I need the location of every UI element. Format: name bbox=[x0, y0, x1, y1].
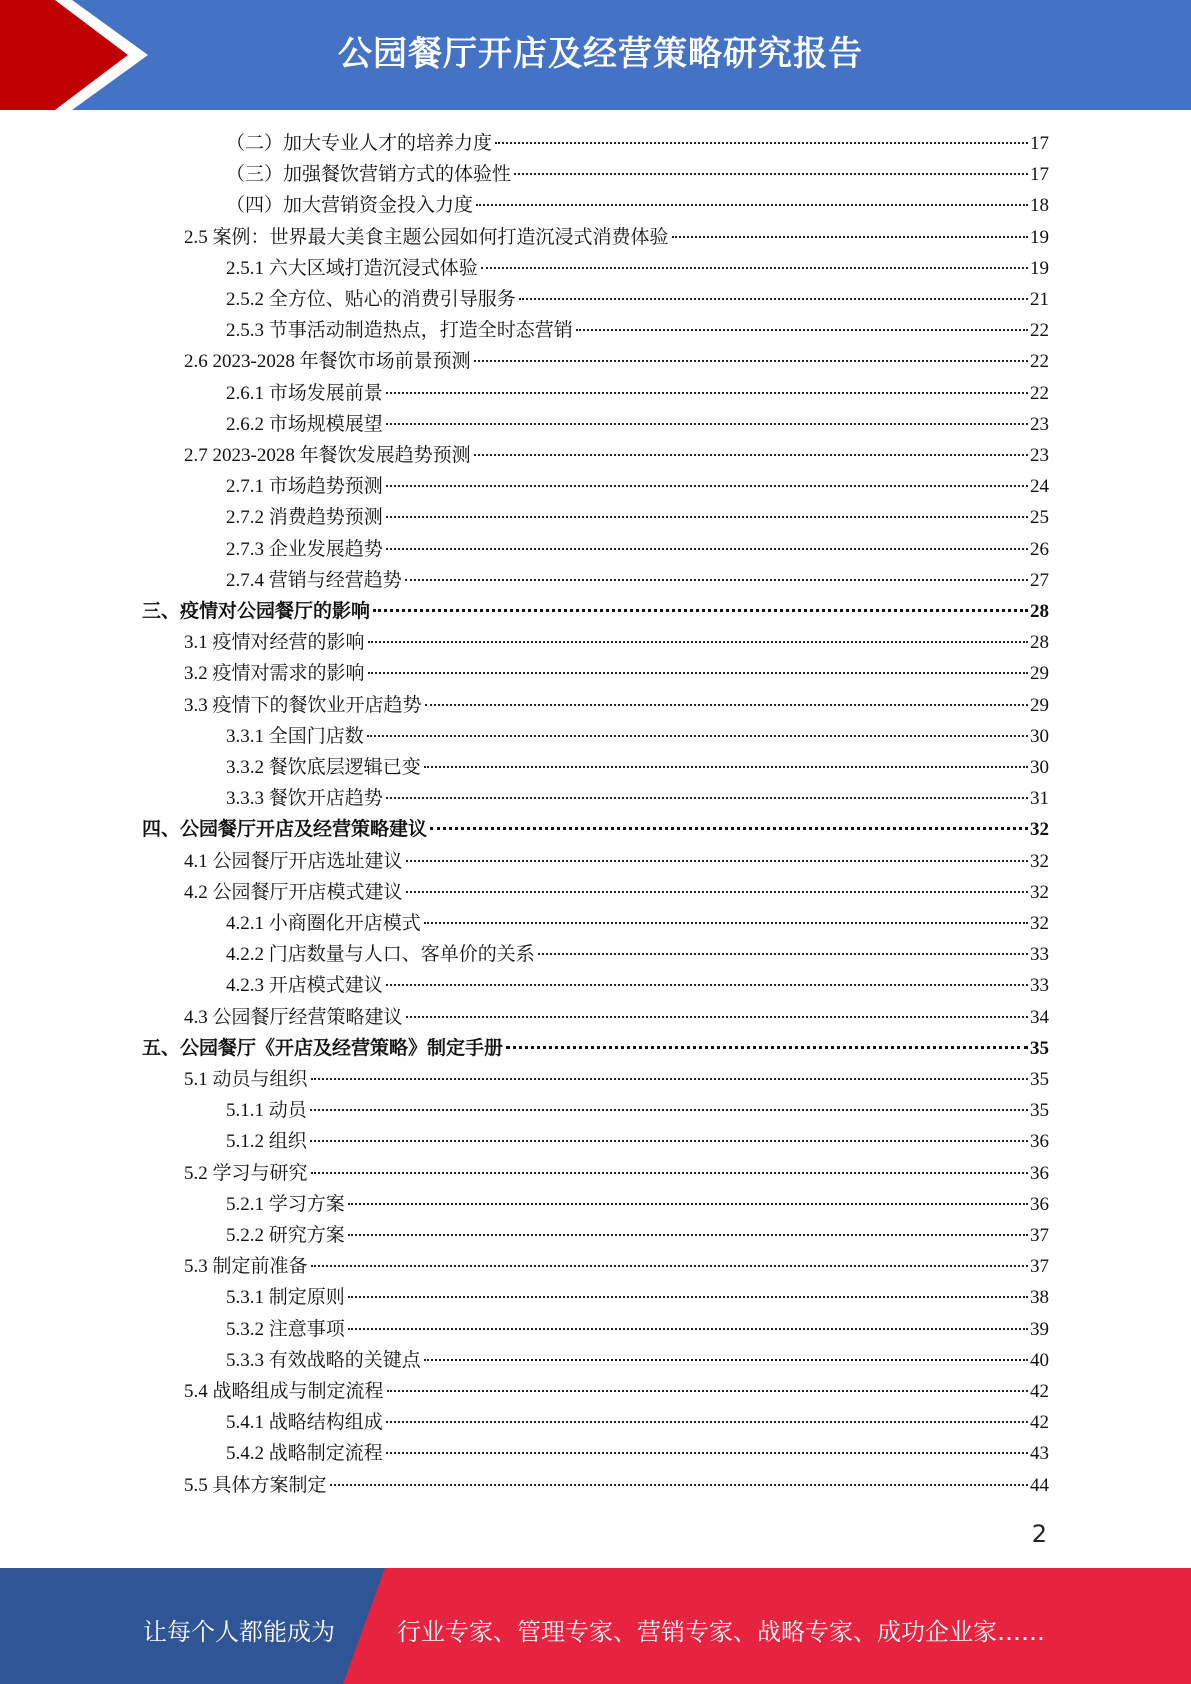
toc-dot-leader bbox=[576, 329, 1028, 331]
toc-dot-leader bbox=[367, 735, 1028, 737]
toc-entry-page: 23 bbox=[1030, 413, 1049, 435]
toc-entry-label: （四）加大营销资金投入力度 bbox=[226, 195, 474, 217]
toc-dot-leader bbox=[538, 953, 1028, 955]
toc-dot-leader bbox=[348, 1203, 1028, 1205]
toc-entry-label: 2.7.2 消费趋势预测 bbox=[226, 507, 383, 529]
toc-entry-label: 4.1 公园餐厅开店选址建议 bbox=[184, 850, 403, 872]
toc-entry-page: 42 bbox=[1030, 1412, 1049, 1434]
toc-entry-page: 26 bbox=[1030, 538, 1049, 560]
toc-entry-label: 2.6 2023-2028 年餐饮市场前景预测 bbox=[184, 351, 471, 373]
toc-dot-leader bbox=[406, 860, 1028, 862]
toc-dot-leader bbox=[386, 548, 1028, 550]
toc-dot-leader bbox=[348, 1296, 1028, 1298]
toc-entry-label: 2.5.2 全方位、贴心的消费引导服务 bbox=[226, 289, 516, 310]
toc-entry-label: 5.4 战略组成与制定流程 bbox=[184, 1381, 384, 1402]
toc-entry-page: 30 bbox=[1030, 725, 1049, 747]
toc-entry-page: 32 bbox=[1030, 913, 1049, 934]
toc-entry[interactable] bbox=[184, 846, 1049, 877]
toc-entry-page: 36 bbox=[1030, 1131, 1049, 1153]
toc-entry-page: 35 bbox=[1030, 1100, 1049, 1122]
toc-entry-label: 2.5.3 节事活动制造热点，打造全时态营销 bbox=[226, 320, 573, 342]
toc-entry-page: 23 bbox=[1030, 445, 1049, 466]
toc-entry[interactable] bbox=[184, 1376, 1049, 1407]
toc-dot-leader bbox=[474, 454, 1028, 456]
toc-entry-label: 三、疫情对公园餐厅的影响 bbox=[142, 601, 371, 622]
toc-dot-leader bbox=[672, 236, 1028, 238]
toc-entry[interactable] bbox=[184, 1251, 1049, 1282]
toc-dot-leader bbox=[386, 1421, 1028, 1423]
toc-dot-leader bbox=[386, 392, 1028, 394]
toc-entry-page: 32 bbox=[1030, 881, 1049, 903]
toc-dot-leader bbox=[424, 766, 1028, 768]
toc-entry-label: 2.5.1 六大区域打造沉浸式体验 bbox=[226, 257, 478, 279]
toc-dot-leader bbox=[368, 672, 1028, 674]
toc-entry[interactable] bbox=[226, 939, 1049, 970]
toc-entry-page: 27 bbox=[1030, 569, 1049, 591]
toc-entry-page: 37 bbox=[1030, 1256, 1049, 1278]
toc-dot-leader bbox=[424, 1359, 1028, 1361]
toc-dot-leader bbox=[406, 1016, 1028, 1018]
toc-dot-leader bbox=[386, 423, 1028, 425]
toc-entry[interactable] bbox=[226, 1345, 1049, 1376]
toc-entry[interactable] bbox=[184, 1064, 1049, 1095]
toc-dot-leader bbox=[310, 1109, 1028, 1111]
toc-entry-label: 4.2.2 门店数量与人口、客单价的关系 bbox=[226, 944, 535, 966]
toc-dot-leader bbox=[311, 1172, 1028, 1174]
toc-dot-leader bbox=[474, 360, 1028, 362]
toc-entry-label: 5.2.1 学习方案 bbox=[226, 1193, 345, 1215]
toc-dot-leader bbox=[348, 1234, 1028, 1236]
toc-entry-page: 30 bbox=[1030, 757, 1049, 778]
toc-entry-label: 2.7.1 市场趋势预测 bbox=[226, 476, 383, 498]
toc-dot-leader bbox=[330, 1484, 1028, 1486]
toc-entry[interactable] bbox=[226, 970, 1049, 1001]
toc-entry-label: 3.1 疫情对经营的影响 bbox=[184, 632, 365, 654]
toc-entry-label: 5.5 具体方案制定 bbox=[184, 1474, 327, 1496]
toc-dot-leader bbox=[373, 609, 1028, 612]
toc-entry[interactable] bbox=[226, 752, 1049, 783]
toc-entry-page: 32 bbox=[1030, 850, 1049, 872]
toc-entry-label: 3.3.1 全国门店数 bbox=[226, 725, 364, 747]
page-footer bbox=[0, 1568, 1191, 1684]
toc-entry[interactable] bbox=[226, 502, 1049, 533]
toc-dot-leader bbox=[386, 516, 1028, 518]
toc-entry-page: 34 bbox=[1030, 1006, 1049, 1028]
toc-entry-page: 19 bbox=[1030, 257, 1049, 279]
toc-entry-label: 4.2.1 小商圈化开店模式 bbox=[226, 913, 421, 934]
toc-dot-leader bbox=[495, 142, 1028, 144]
toc-entry-label: 5.4.2 战略制定流程 bbox=[226, 1443, 383, 1465]
toc-entry-label: 2.6.1 市场发展前景 bbox=[226, 382, 383, 404]
toc-entry[interactable] bbox=[226, 908, 1049, 939]
toc-entry[interactable] bbox=[184, 222, 1049, 253]
toc-entry[interactable] bbox=[184, 1002, 1049, 1033]
toc-entry-page: 29 bbox=[1030, 663, 1049, 685]
toc-entry-page: 38 bbox=[1030, 1287, 1049, 1309]
toc-entry[interactable] bbox=[226, 565, 1049, 596]
toc-dot-leader bbox=[386, 485, 1028, 487]
toc-entry-page: 40 bbox=[1030, 1349, 1049, 1371]
toc-entry-label: 5.2 学习与研究 bbox=[184, 1162, 308, 1184]
toc-dot-leader bbox=[311, 1265, 1028, 1267]
footer-slogan-right: 行业专家、管理专家、营销专家、战略专家、成功企业家…… bbox=[397, 1618, 1045, 1646]
report-title: 公园餐厅开店及经营策略研究报告 bbox=[338, 34, 863, 74]
toc-entry[interactable] bbox=[226, 721, 1049, 752]
toc-entry-label: 五、公园餐厅《开店及经营策略》制定手册 bbox=[142, 1037, 504, 1059]
toc-entry-label: 5.3.3 有效战略的关键点 bbox=[226, 1349, 421, 1371]
toc-dot-leader bbox=[481, 267, 1028, 269]
toc-entry-label: 5.1 动员与组织 bbox=[184, 1069, 308, 1090]
toc-entry-label: 4.3 公园餐厅经营策略建议 bbox=[184, 1006, 403, 1028]
toc-entry[interactable] bbox=[226, 253, 1049, 284]
toc-dot-leader bbox=[425, 704, 1028, 706]
toc-entry-page: 28 bbox=[1030, 632, 1049, 654]
toc-dot-leader bbox=[387, 1390, 1028, 1392]
toc-entry-label: 2.6.2 市场规模展望 bbox=[226, 413, 383, 435]
toc-entry-page: 43 bbox=[1030, 1443, 1049, 1465]
toc-entry[interactable] bbox=[184, 690, 1049, 721]
toc-entry-page: 42 bbox=[1030, 1381, 1049, 1402]
toc-entry-page: 22 bbox=[1030, 351, 1049, 373]
toc-entry[interactable] bbox=[142, 596, 1049, 627]
toc-entry-page: 21 bbox=[1030, 289, 1049, 310]
toc-entry[interactable] bbox=[226, 1438, 1049, 1469]
toc-dot-leader bbox=[348, 1328, 1028, 1330]
toc-dot-leader bbox=[514, 173, 1028, 175]
toc-dot-leader bbox=[310, 1140, 1028, 1142]
toc-entry[interactable] bbox=[184, 877, 1049, 908]
toc-entry[interactable] bbox=[226, 471, 1049, 502]
toc-dot-leader bbox=[519, 298, 1028, 300]
toc-entry-page: 39 bbox=[1030, 1318, 1049, 1340]
toc-entry-label: 2.7.3 企业发展趋势 bbox=[226, 538, 383, 560]
toc-entry[interactable] bbox=[226, 378, 1049, 409]
toc-entry[interactable] bbox=[226, 315, 1049, 346]
toc-entry-page: 24 bbox=[1030, 476, 1049, 498]
toc-entry[interactable] bbox=[226, 534, 1049, 565]
toc-entry-label: 2.7 2023-2028 年餐饮发展趋势预测 bbox=[184, 445, 471, 466]
toc-dot-leader bbox=[430, 827, 1028, 830]
toc-entry[interactable] bbox=[184, 627, 1049, 658]
toc-entry[interactable] bbox=[226, 1220, 1049, 1251]
toc-entry-label: 3.2 疫情对需求的影响 bbox=[184, 663, 365, 685]
toc-entry[interactable] bbox=[142, 814, 1049, 845]
toc-entry[interactable] bbox=[226, 1407, 1049, 1438]
toc-dot-leader bbox=[506, 1046, 1028, 1049]
toc-dot-leader bbox=[311, 1078, 1028, 1080]
toc-dot-leader bbox=[476, 204, 1028, 206]
toc-entry[interactable] bbox=[184, 346, 1049, 377]
toc-entry-label: 3.3 疫情下的餐饮业开店趋势 bbox=[184, 694, 422, 716]
toc-entry-label: 5.1.1 动员 bbox=[226, 1100, 307, 1122]
toc-dot-leader bbox=[386, 984, 1028, 986]
footer-slogan-left: 让每个人都能成为 bbox=[143, 1618, 335, 1646]
toc-entry-page: 29 bbox=[1030, 694, 1049, 716]
toc-entry-page: 35 bbox=[1030, 1037, 1049, 1059]
toc-entry-label: 5.3.2 注意事项 bbox=[226, 1318, 345, 1340]
toc-entry-page: 32 bbox=[1030, 819, 1049, 841]
toc-entry-label: 5.4.1 战略结构组成 bbox=[226, 1412, 383, 1434]
toc-entry[interactable] bbox=[184, 1470, 1049, 1501]
toc-entry-label: 5.2.2 研究方案 bbox=[226, 1225, 345, 1246]
toc-entry-page: 44 bbox=[1030, 1474, 1049, 1496]
toc-entry[interactable] bbox=[142, 1033, 1049, 1064]
toc-entry[interactable] bbox=[226, 1282, 1049, 1313]
toc-entry-page: 18 bbox=[1030, 195, 1049, 217]
toc-entry[interactable] bbox=[226, 783, 1049, 814]
page-header bbox=[0, 0, 1191, 110]
toc-entry-label: （二）加大专业人才的培养力度 bbox=[226, 133, 493, 154]
toc-entry-label: 5.3.1 制定原则 bbox=[226, 1287, 345, 1309]
toc-entry[interactable] bbox=[226, 190, 1049, 221]
toc-entry[interactable] bbox=[226, 1189, 1049, 1220]
toc-entry-label: 4.2.3 开店模式建议 bbox=[226, 975, 383, 997]
toc-entry-page: 28 bbox=[1030, 601, 1049, 622]
toc-entry-label: 3.3.3 餐饮开店趋势 bbox=[226, 788, 383, 810]
toc-entry[interactable] bbox=[226, 1095, 1049, 1126]
toc-entry-label: 4.2 公园餐厅开店模式建议 bbox=[184, 881, 403, 903]
toc-entry-label: 2.5 案例：世界最大美食主题公园如何打造沉浸式消费体验 bbox=[184, 226, 669, 248]
toc-dot-leader bbox=[386, 1452, 1028, 1454]
toc-entry-page: 36 bbox=[1030, 1193, 1049, 1215]
toc-entry[interactable] bbox=[226, 1314, 1049, 1345]
toc-entry-page: 37 bbox=[1030, 1225, 1049, 1246]
toc-entry[interactable] bbox=[184, 1158, 1049, 1189]
toc-dot-leader bbox=[424, 922, 1028, 924]
toc-entry-page: 17 bbox=[1030, 133, 1049, 154]
toc-entry-page: 33 bbox=[1030, 975, 1049, 997]
toc-entry-label: 四、公园餐厅开店及经营策略建议 bbox=[142, 819, 428, 841]
toc-dot-leader bbox=[405, 579, 1028, 581]
toc-entry-label: 3.3.2 餐饮底层逻辑已变 bbox=[226, 757, 421, 778]
toc-entry[interactable] bbox=[226, 1126, 1049, 1157]
toc-entry-page: 35 bbox=[1030, 1069, 1049, 1090]
toc-entry[interactable] bbox=[184, 440, 1049, 471]
toc-entry-page: 31 bbox=[1030, 788, 1049, 810]
toc-entry-page: 22 bbox=[1030, 382, 1049, 404]
toc-entry-page: 22 bbox=[1030, 320, 1049, 342]
page-number: 2 bbox=[1031, 1520, 1047, 1548]
toc-entry[interactable] bbox=[226, 128, 1049, 159]
toc-dot-leader bbox=[406, 891, 1028, 893]
toc-entry[interactable] bbox=[184, 658, 1049, 689]
toc-entry-label: 5.3 制定前准备 bbox=[184, 1256, 308, 1278]
toc-entry-page: 17 bbox=[1030, 164, 1049, 186]
toc-entry-page: 25 bbox=[1030, 507, 1049, 529]
toc-entry-label: （三）加强餐饮营销方式的体验性 bbox=[226, 164, 512, 186]
toc-entry-page: 33 bbox=[1030, 944, 1049, 966]
toc-entry-label: 2.7.4 营销与经营趋势 bbox=[226, 569, 402, 591]
toc-entry-label: 5.1.2 组织 bbox=[226, 1131, 307, 1153]
toc-entry[interactable] bbox=[226, 409, 1049, 440]
toc-dot-leader bbox=[368, 641, 1028, 643]
toc-entry-page: 19 bbox=[1030, 226, 1049, 248]
toc-entry[interactable] bbox=[226, 159, 1049, 190]
toc-entry-page: 36 bbox=[1030, 1162, 1049, 1184]
toc-entry[interactable] bbox=[226, 284, 1049, 315]
toc-dot-leader bbox=[386, 797, 1028, 799]
